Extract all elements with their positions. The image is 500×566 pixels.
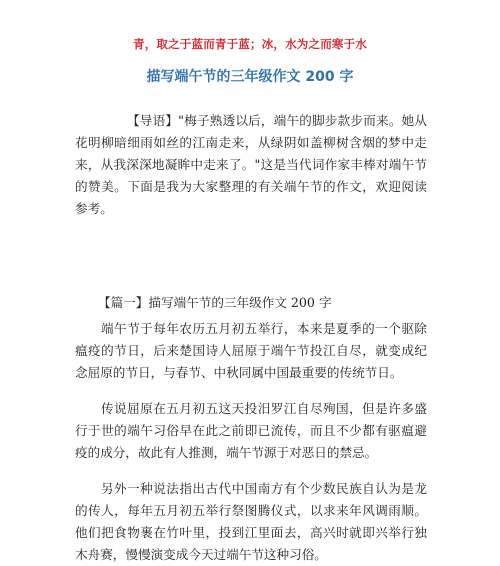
document-title: 描写端午节的三年级作文 200 字: [146, 69, 354, 85]
header-motto: 青，取之于蓝而青于蓝；冰，水为之而寒于水: [133, 37, 367, 51]
intro-paragraph: 【导语】"梅子熟透以后，端午的脚步款步而来。她从花明柳暗细雨如丝的江南走来，从绿阴如盖柳树含烟的梦中走来，从我深深地凝眸中走来了。"这是当代词作家丰棒对端午节的赞美。下面是我为大家整理的有关端午节的作文，欢迎阅读参考。: [75, 113, 427, 216]
body-paragraph-1: 端午节于每年农历五月初五举行，本来是夏季的一个驱除瘟疫的节日，后来楚国诗人屈原于端午节投江自尽，就变成纪念屈原的节日，与春节、中秋同属中国最重要的传统节日。: [75, 321, 427, 380]
body-paragraph-3: 另外一种说法指出古代中国南方有个少数民族自认为是龙的传人，每年五月初五举行祭图腾仪式，以求来年风调雨顺。他们把食物裹在竹叶里，投到江里面去，高兴时就即兴举行独木舟赛，慢慢演变成今天过端午节这种习俗。: [75, 481, 427, 562]
body-paragraph-2: 传说屈原在五月初五这天投汨罗江自尽殉国，但是许多盛行于世的端午习俗早在此之前即已流传，而且不少都有驱瘟避疫的成分，故此有人推测，端午节源于对恶日的禁忌。: [75, 401, 427, 460]
section-heading: 【篇一】描写端午节的三年级作文 200 字: [98, 295, 332, 310]
